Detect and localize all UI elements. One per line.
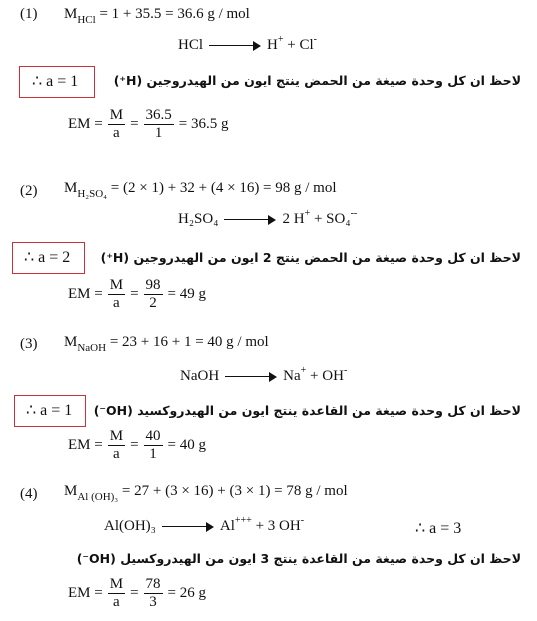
product-1-charge: +++ xyxy=(234,515,252,526)
fraction-values: $\frac{36.5}{1}$ xyxy=(145,107,172,141)
item-3-number: (3) xyxy=(20,336,38,352)
mass-subscript: HCl xyxy=(77,14,96,26)
em-label: EM = xyxy=(68,437,103,453)
item-3-note: لاحظ ان كل وحدة صيغة من القاعدة ينتج ايون من الهيدروكسيد (OH⁻) xyxy=(93,403,521,418)
mass-calculation: = 1 + 35.5 = 36.6 g / mol xyxy=(99,6,250,22)
reactant: Al(OH)₃ xyxy=(104,518,156,534)
product-1: 2 H xyxy=(282,211,305,227)
product-1: Al xyxy=(219,518,235,534)
mass-subscript: Al (OH)₃ xyxy=(77,491,119,503)
fraction-values: $\frac{78}{3}$ xyxy=(145,576,161,610)
fraction-m-over-a: $\frac{M}{a}$ xyxy=(109,107,124,141)
reactant: H₂SO₄ xyxy=(178,211,219,227)
mass-calculation: = (2 × 1) + 32 + (4 × 16) = 98 g / mol xyxy=(110,180,337,196)
item-4-note: لاحظ ان كل وحدة صيغة من القاعدة ينتج 3 ايون من الهيدروكسيل (OH⁻) xyxy=(76,551,521,566)
item-4-number: (4) xyxy=(20,486,38,502)
em-result: = 36.5 g xyxy=(178,116,229,132)
product-2-charge: - xyxy=(300,515,305,526)
em-result: = 26 g xyxy=(167,585,206,601)
item-1-molar-mass xyxy=(64,6,250,26)
plus-sign: + xyxy=(287,37,296,53)
item-4-dissociation-equation xyxy=(104,515,305,535)
em-label: EM = xyxy=(68,286,103,302)
item-2-equivalent-mass: EM = $\frac{M}{a}$ = $\frac{98}{2}$ = 49 g xyxy=(68,277,206,311)
product-2: OH xyxy=(322,368,344,384)
em-result: = 40 g xyxy=(167,437,206,453)
item-4-equivalent-mass: EM = $\frac{M}{a}$ = $\frac{78}{3}$ = 26 g xyxy=(68,576,206,610)
reaction-arrow-icon xyxy=(162,522,214,532)
mass-subscript: H₂SO₄ xyxy=(77,188,108,200)
product-1-charge: + xyxy=(277,34,284,45)
reaction-arrow-icon xyxy=(209,41,261,51)
reactant: HCl xyxy=(178,37,204,53)
item-3-molar-mass xyxy=(64,334,269,354)
item-1-dissociation-equation xyxy=(178,34,317,54)
item-1-a-value: ∴ a = 1 xyxy=(32,73,79,90)
mass-symbol: M xyxy=(64,334,78,350)
item-3-dissociation-equation xyxy=(180,365,348,385)
item-2-note: لاحظ ان كل وحدة صيغة من الحمض ينتج 2 ايون من الهيدروجين (H⁺) xyxy=(100,250,521,265)
em-label: EM = xyxy=(68,585,103,601)
product-2: 3 OH xyxy=(267,518,301,534)
item-3-a-value: ∴ a = 1 xyxy=(26,402,73,419)
product-2: Cl xyxy=(299,37,314,53)
mass-symbol: M xyxy=(64,483,78,499)
item-1-note: لاحظ ان كل وحدة صيغة من الحمض ينتج ايون من الهيدروجين (H⁺) xyxy=(113,73,521,88)
fraction-m-over-a: $\frac{M}{a}$ xyxy=(109,576,124,610)
product-2-charge: -- xyxy=(350,208,358,219)
item-4-molar-mass xyxy=(64,483,348,503)
product-1-charge: + xyxy=(300,365,307,376)
reactant: NaOH xyxy=(180,368,220,384)
product-1: Na xyxy=(283,368,301,384)
product-2: SO₄ xyxy=(326,211,351,227)
item-4-a-value: ∴ a = 3 xyxy=(415,520,462,537)
item-2-molar-mass xyxy=(64,180,337,200)
mass-symbol: M xyxy=(64,180,78,196)
plus-sign: + xyxy=(310,368,319,384)
fraction-m-over-a: $\frac{M}{a}$ xyxy=(109,277,124,311)
product-2-charge: - xyxy=(343,365,348,376)
item-1-equivalent-mass: EM = $\frac{M}{a}$ = $\frac{36.5}{1}$ = 36.5 g xyxy=(68,107,229,141)
fraction-m-over-a: $\frac{M}{a}$ xyxy=(109,428,124,462)
product-1-charge: + xyxy=(304,208,311,219)
product-2-charge: - xyxy=(313,34,317,45)
item-3-equivalent-mass: EM = $\frac{M}{a}$ = $\frac{40}{1}$ = 40 g xyxy=(68,428,206,462)
item-2-number: (2) xyxy=(20,183,38,199)
fraction-values: $\frac{98}{2}$ xyxy=(145,277,161,311)
product-1: H xyxy=(267,37,278,53)
fraction-values: $\frac{40}{1}$ xyxy=(145,428,161,462)
mass-symbol: M xyxy=(64,6,78,22)
reaction-arrow-icon xyxy=(225,372,277,382)
item-2-a-value: ∴ a = 2 xyxy=(24,249,71,266)
mass-calculation: = 27 + (3 × 16) + (3 × 1) = 78 g / mol xyxy=(121,483,348,499)
item-1-number: (1) xyxy=(20,6,38,22)
plus-sign: + xyxy=(313,211,323,227)
plus-sign: + xyxy=(255,518,265,534)
item-2-dissociation-equation xyxy=(178,208,358,228)
em-label: EM = xyxy=(68,116,103,132)
reaction-arrow-icon xyxy=(224,215,276,225)
mass-calculation: = 23 + 16 + 1 = 40 g / mol xyxy=(109,334,269,350)
em-result: = 49 g xyxy=(167,286,206,302)
mass-subscript: NaOH xyxy=(77,342,107,354)
